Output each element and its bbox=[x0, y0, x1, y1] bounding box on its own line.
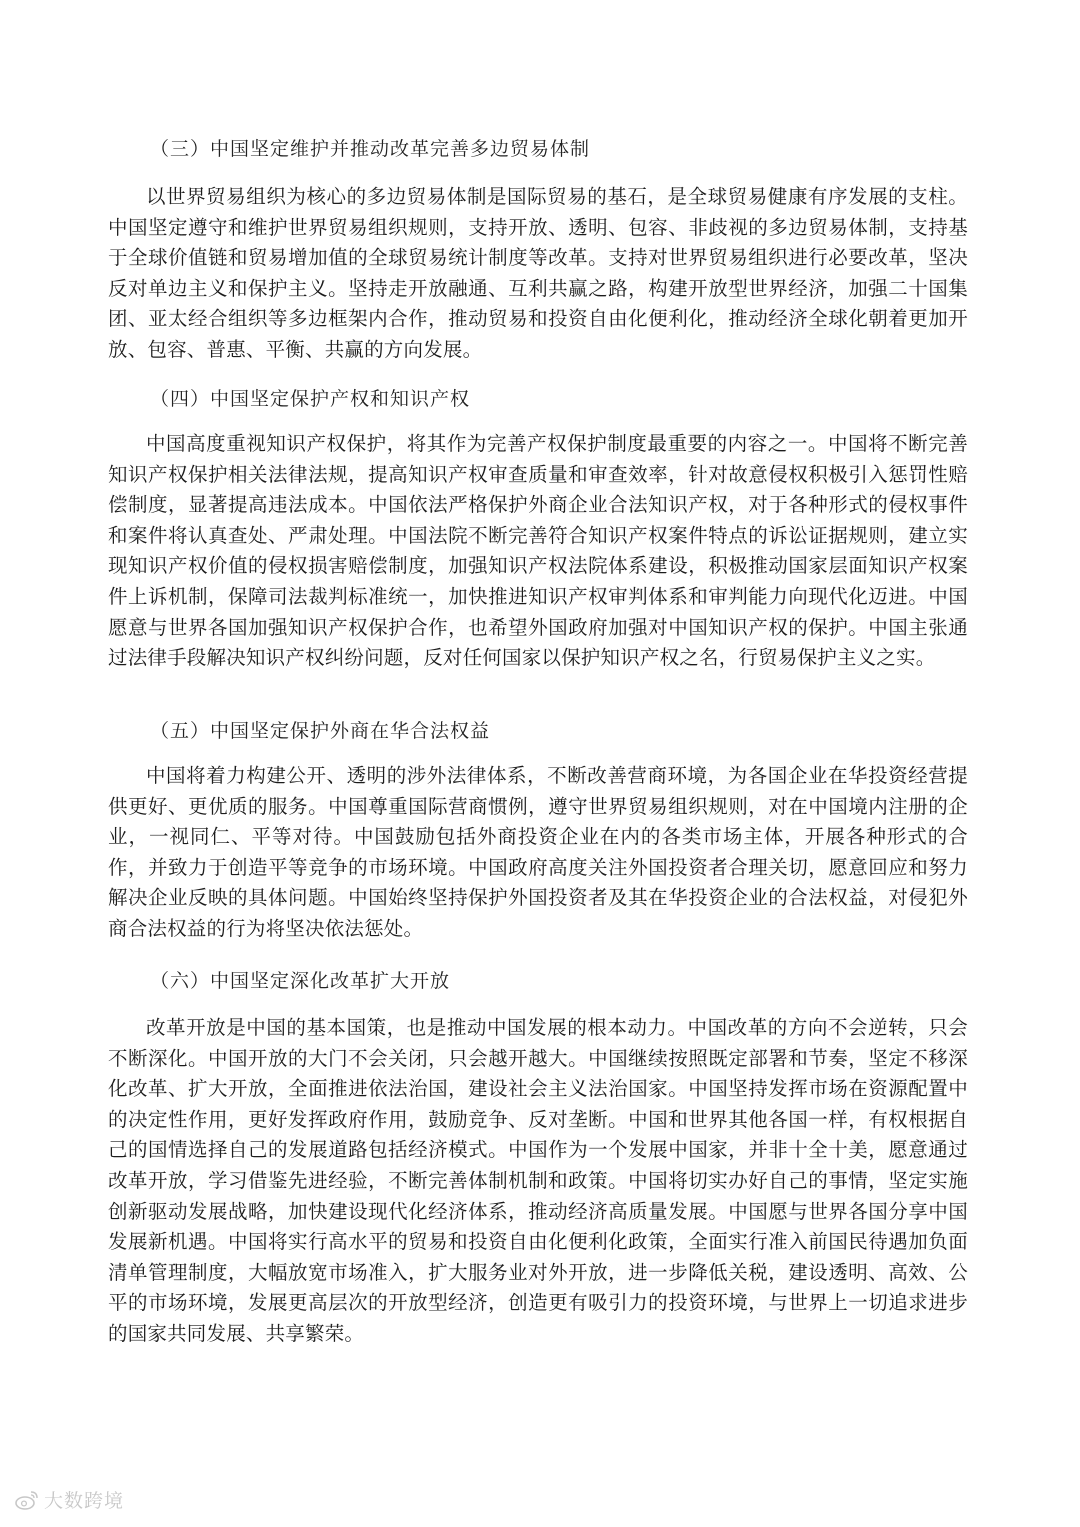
weibo-logo-icon bbox=[14, 1489, 40, 1511]
watermark-text: 大数跨境 bbox=[44, 1490, 125, 1512]
section-heading-5: （五）中国坚定保护外商在华合法权益 bbox=[150, 720, 491, 742]
section-paragraph-3: 以世界贸易组织为核心的多边贸易体制是国际贸易的基石，是全球贸易健康有序发展的支柱。中国坚定遵守和维护世界贸易组织规则，支持开放、透明、包容、非歧视的多边贸易体制，支持基于全球价值链和贸易增加值的全球贸易统计制度等改革。支持对世界贸易组织进行必要改革，坚决反对单边主义和保护主义。坚持走开放融通、互利共赢之路，构建开放型世界经济，加强二十国集团、亚太经合组织等多边框架内合作，推动贸易和投资自由化便利化，推动经济全球化朝着更加开放、包容、普惠、平衡、共赢的方向发展。 bbox=[108, 185, 968, 361]
section-paragraph-5: 中国将着力构建公开、透明的涉外法律体系，不断改善营商环境，为各国企业在华投资经营提供更好、更优质的服务。中国尊重国际营商惯例，遵守世界贸易组织规则，对在中国境内注册的企业，一视同仁、平等对待。中国鼓励包括外商投资企业在内的各类市场主体，开展各种形式的合作，并致力于创造平等竞争的市场环境。中国政府高度关注外国投资者合理关切，愿意回应和努力解决企业反映的具体问题。中国始终坚持保护外国投资者及其在华投资企业的合法权益，对侵犯外商合法权益的行为将坚决依法惩处。 bbox=[108, 764, 968, 940]
section-heading-6: （六）中国坚定深化改革扩大开放 bbox=[150, 970, 451, 992]
section-paragraph-6: 改革开放是中国的基本国策，也是推动中国发展的根本动力。中国改革的方向不会逆转，只会不断深化。中国开放的大门不会关闭，只会越开越大。中国继续按照既定部署和节奏，坚定不移深化改革、扩大开放，全面推进依法治国，建设社会主义法治国家。中国坚持发挥市场在资源配置中的决定性作用，更好发挥政府作用，鼓励竞争、反对垄断。中国和世界其他各国一样，有权根据自己的国情选择自己的发展道路包括经济模式。中国作为一个发展中国家，并非十全十美，愿意通过改革开放，学习借鉴先进经验，不断完善体制机制和政策。中国将切实办好自己的事情，坚定实施创新驱动发展战略，加快建设现代化经济体系，推动经济高质量发展。中国愿与世界各国分享中国发展新机遇。中国将实行高水平的贸易和投资自由化便利化政策，全面实行准入前国民待遇加负面清单管理制度，大幅放宽市场准入，扩大服务业对外开放，进一步降低关税，建设透明、高效、公平的市场环境，发展更高层次的开放型经济，创造更有吸引力的投资环境，与世界上一切追求进步的国家共同发展、共享繁荣。 bbox=[108, 1016, 968, 1345]
section-heading-4: （四）中国坚定保护产权和知识产权 bbox=[150, 388, 471, 410]
section-paragraph-4: 中国高度重视知识产权保护，将其作为完善产权保护制度最重要的内容之一。中国将不断完善知识产权保护相关法律法规，提高知识产权审查质量和审查效率，针对故意侵权积极引入惩罚性赔偿制度，显著提高违法成本。中国依法严格保护外商企业合法知识产权，对于各种形式的侵权事件和案件将认真查处、严肃处理。中国法院不断完善符合知识产权案件特点的诉讼证据规则，建立实现知识产权价值的侵权损害赔偿制度，加强知识产权法院体系建设，积极推动国家层面知识产权案件上诉机制，保障司法裁判标准统一，加快推进知识产权审判体系和审判能力向现代化迈进。中国愿意与世界各国加强知识产权保护合作，也希望外国政府加强对中国知识产权的保护。中国主张通过法律手段解决知识产权纠纷问题，反对任何国家以保护知识产权之名，行贸易保护主义之实。 bbox=[108, 432, 968, 670]
watermark bbox=[14, 1486, 124, 1513]
section-heading-3: （三）中国坚定维护并推动改革完善多边贸易体制 bbox=[150, 138, 591, 160]
